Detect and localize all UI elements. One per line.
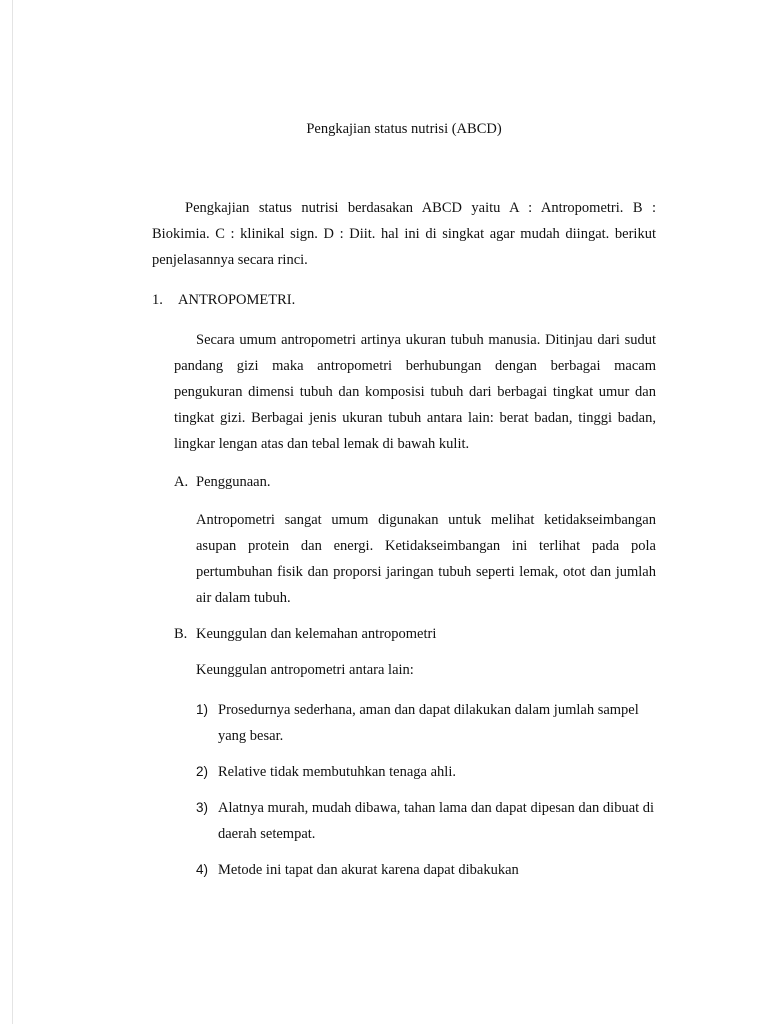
subsection-heading-a xyxy=(174,471,656,493)
list-item-text: Metode ini tapat dan akurat karena dapat dibakukan xyxy=(218,862,519,878)
list-marker: 1) xyxy=(196,702,209,717)
subsection-a-body xyxy=(152,507,656,611)
list-item-text: Alatnya murah, mudah dibawa, tahan lama dan dapat dipesan dan dibuat di daerah setempat. xyxy=(218,800,655,842)
subsection-b-lead: Keunggulan antropometri antara lain: xyxy=(196,662,414,678)
section-paragraph: Secara umum antropometri artinya ukuran tubuh manusia. Ditinjau dari sudut pandang gizi maka antropometri berhubungan dengan berbagai macam pengukuran dimensi tubuh dan komposisi tubuh dari berbagai tingkat umur dan tingkat gizi. Berbagai jenis ukuran tubuh antara lain: berat badan, tinggi badan, lingkar lengan atas dan tebal lemak di bawah kulit. xyxy=(174,332,656,452)
list-marker: 3) xyxy=(196,800,209,815)
subsection-letter: B. xyxy=(174,626,188,642)
subsection-a-paragraph xyxy=(196,507,656,611)
subsection-heading-b xyxy=(174,623,656,645)
list-item xyxy=(196,697,656,749)
subsection-letter: A. xyxy=(174,474,189,490)
list-item-text: Prosedurnya sederhana, aman dan dapat dilakukan dalam jumlah sampel yang besar. xyxy=(218,702,639,744)
subsection-b-body xyxy=(152,659,656,883)
advantages-list xyxy=(196,697,656,883)
list-item-text: Relative tidak membutuhkan tenaga ahli. xyxy=(218,764,456,780)
section-title: ANTROPOMETRI. xyxy=(178,292,296,308)
list-item xyxy=(196,795,656,847)
list-marker: 2) xyxy=(196,764,209,779)
document-title: Pengkajian status nutrisi (ABCD) xyxy=(306,121,502,137)
subsection-a-text: Antropometri sangat umum digunakan untuk melihat ketidakseimbangan asupan protein dan energi. Ketidakseimbangan ini terlihat pada pola pertumbuhan fisik dan proporsi jaringan tubuh seperti lemak, otot dan jumlah air dalam tubuh. xyxy=(196,512,656,606)
subsection-title: Penggunaan. xyxy=(196,474,271,490)
section-body xyxy=(152,327,656,493)
subsection-title: Keunggulan dan kelemahan antropometri xyxy=(196,626,437,642)
subsection-b-heading-wrap xyxy=(152,623,656,645)
list-marker: 4) xyxy=(196,862,209,877)
list-item xyxy=(196,857,656,883)
page-edge-divider xyxy=(12,0,13,1024)
list-item xyxy=(196,759,656,785)
section-heading xyxy=(152,289,656,311)
intro-paragraph: Pengkajian status nutrisi berdasakan ABCD yaitu A : Antropometri. B : Biokimia. C : klinikal sign. D : Diit. hal ini di singkat agar mudah diingat. berikut penjelasannya secara rinci. xyxy=(152,200,656,268)
section-number: 1. xyxy=(152,292,163,308)
document-page xyxy=(152,118,656,893)
